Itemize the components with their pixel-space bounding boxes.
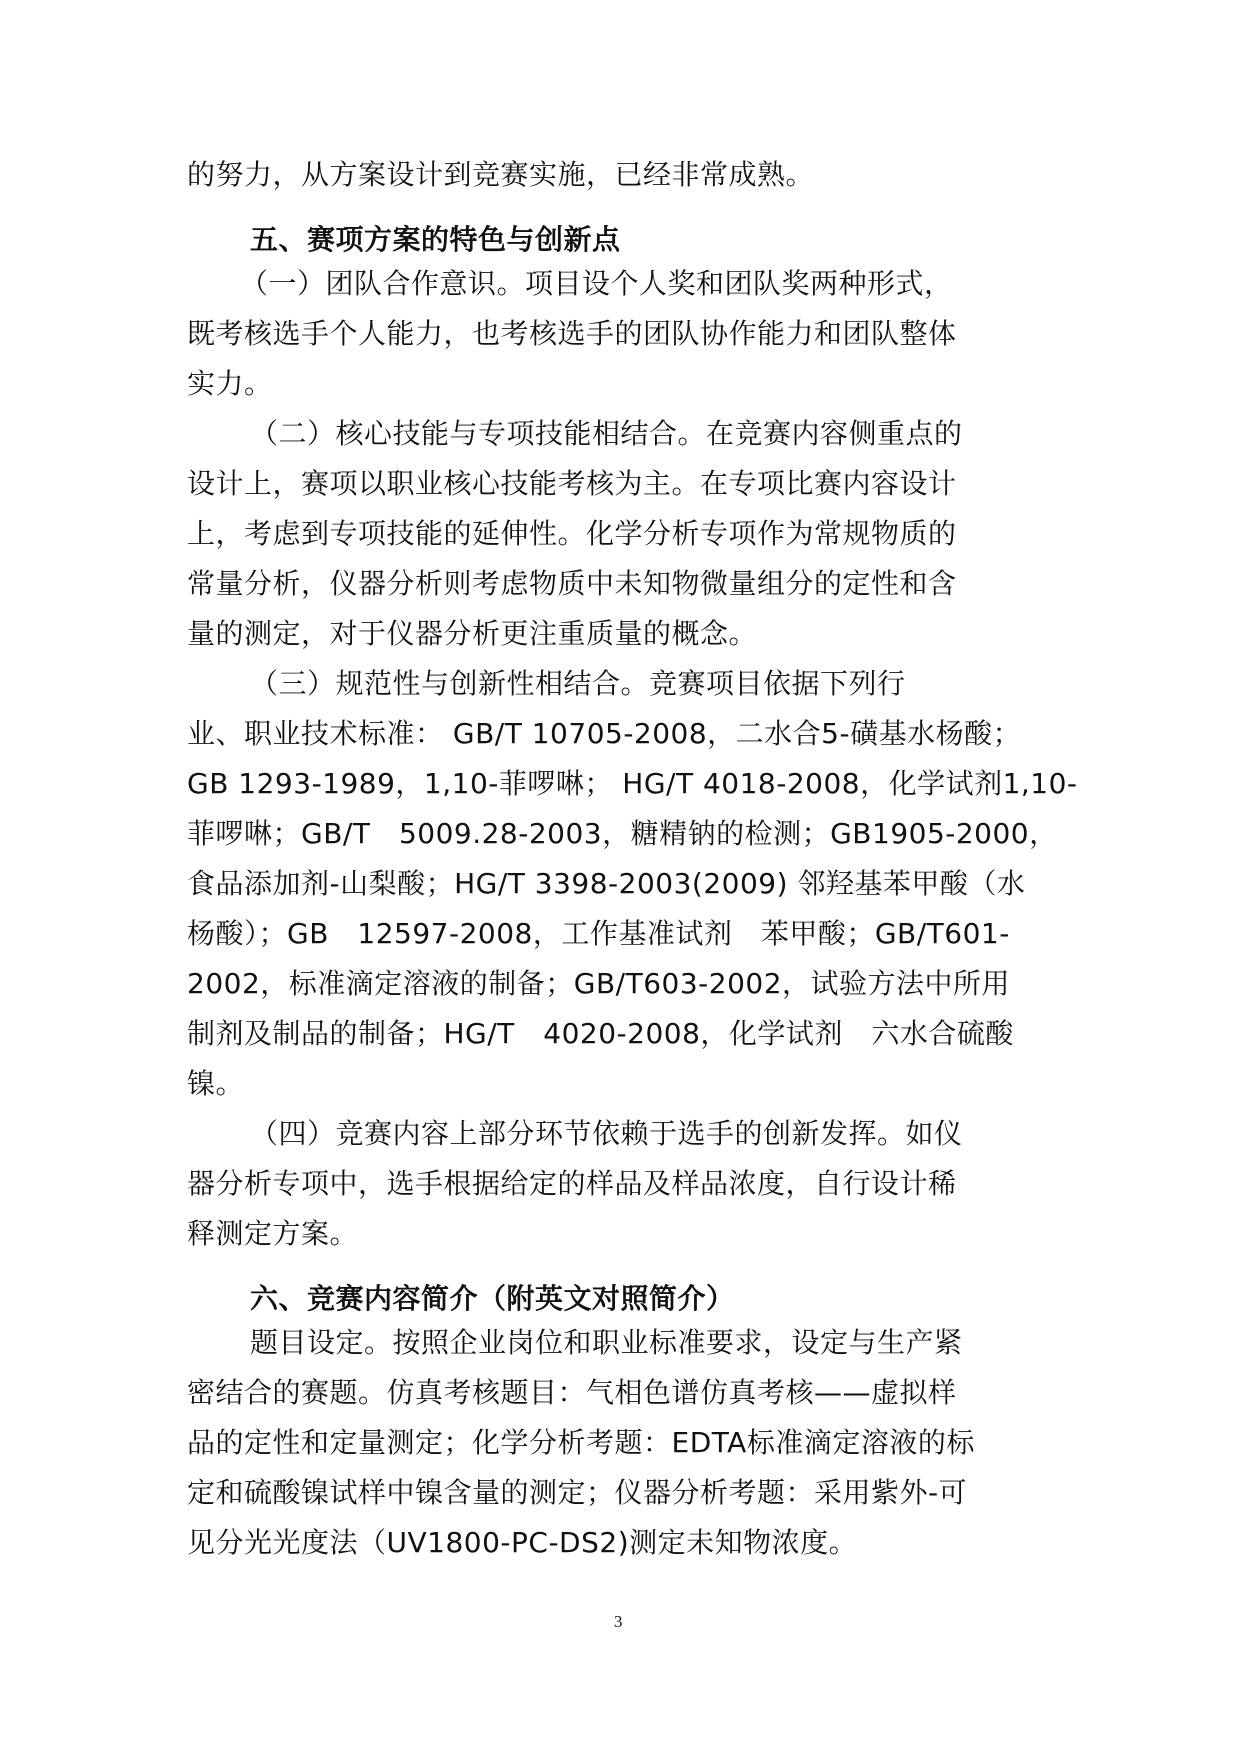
paragraph-line: 杨酸）；GB 12597-2008，工作基准试剂 苯甲酸；GB/T601- [187,917,1010,950]
paragraph-line: 品的定性和定量测定；化学分析考题：EDTA标准滴定溶液的标 [187,1426,975,1459]
paragraph-line: 既考核选手个人能力，也考核选手的团队协作能力和团队整体 [187,317,957,350]
paragraph-line: 业、职业技术标准： GB/T 10705-2008，二水合5-磺基水杨酸； [187,717,1022,750]
paragraph-line: （二）核心技能与专项技能相结合。在竞赛内容侧重点的 [250,417,963,450]
paragraph-line: 释测定方案。 [187,1217,359,1250]
paragraph-line: 上，考虑到专项技能的延伸性。化学分析专项作为常规物质的 [187,517,957,550]
paragraph-continuation: 的努力，从方案设计到竞赛实施，已经非常成熟。 [187,158,815,191]
paragraph-line: 设计上，赛项以职业核心技能考核为主。在专项比赛内容设计 [187,467,957,500]
paragraph-line: 见分光光度法（UV1800-PC-DS2)测定未知物浓度。 [187,1526,858,1559]
paragraph-line: （一）团队合作意识。项目设个人奖和团队奖两种形式， [240,267,953,300]
paragraph-line: （三）规范性与创新性相结合。竞赛项目依据下列行 [250,667,906,700]
paragraph-line: 器分析专项中，选手根据给定的样品及样品浓度，自行设计稀 [187,1167,957,1200]
paragraph-line: 2002，标准滴定溶液的制备；GB/T603-2002，试验方法中所用 [187,967,1011,1000]
paragraph-line: 密结合的赛题。仿真考核题目：气相色谱仿真考核——虚拟样 [187,1376,957,1409]
paragraph-line: （四）竞赛内容上部分环节依赖于选手的创新发挥。如仪 [250,1117,963,1150]
paragraph-line: 菲啰啉；GB/T 5009.28-2003，糖精钠的检测；GB1905-2000， [187,817,1058,850]
page-number: 3 [614,1612,623,1631]
section-heading-6: 六、竞赛内容简介（附英文对照简介） [250,1282,735,1315]
paragraph-line: 量的测定，对于仪器分析更注重质量的概念。 [187,617,758,650]
paragraph-line: 实力。 [187,367,273,400]
paragraph-line: 镍。 [187,1067,245,1100]
paragraph-line: 常量分析，仪器分析则考虑物质中未知物微量组分的定性和含 [187,567,957,600]
paragraph-line: 定和硫酸镍试样中镍含量的测定；仪器分析考题：采用紫外-可 [187,1476,968,1509]
paragraph-line: 制剂及制品的制备；HG/T 4020-2008，化学试剂 六水合硫酸 [187,1017,1014,1050]
section-heading-5: 五、赛项方案的特色与创新点 [250,223,621,256]
paragraph-line: 题目设定。按照企业岗位和职业标准要求，设定与生产紧 [250,1326,963,1359]
paragraph-line: 食品添加剂-山梨酸；HG/T 3398-2003(2009) 邻羟基苯甲酸（水 [187,867,1026,900]
paragraph-line: GB 1293-1989，1,10-菲啰啉； HG/T 4018-2008，化学试剂1,10- [187,767,1078,800]
